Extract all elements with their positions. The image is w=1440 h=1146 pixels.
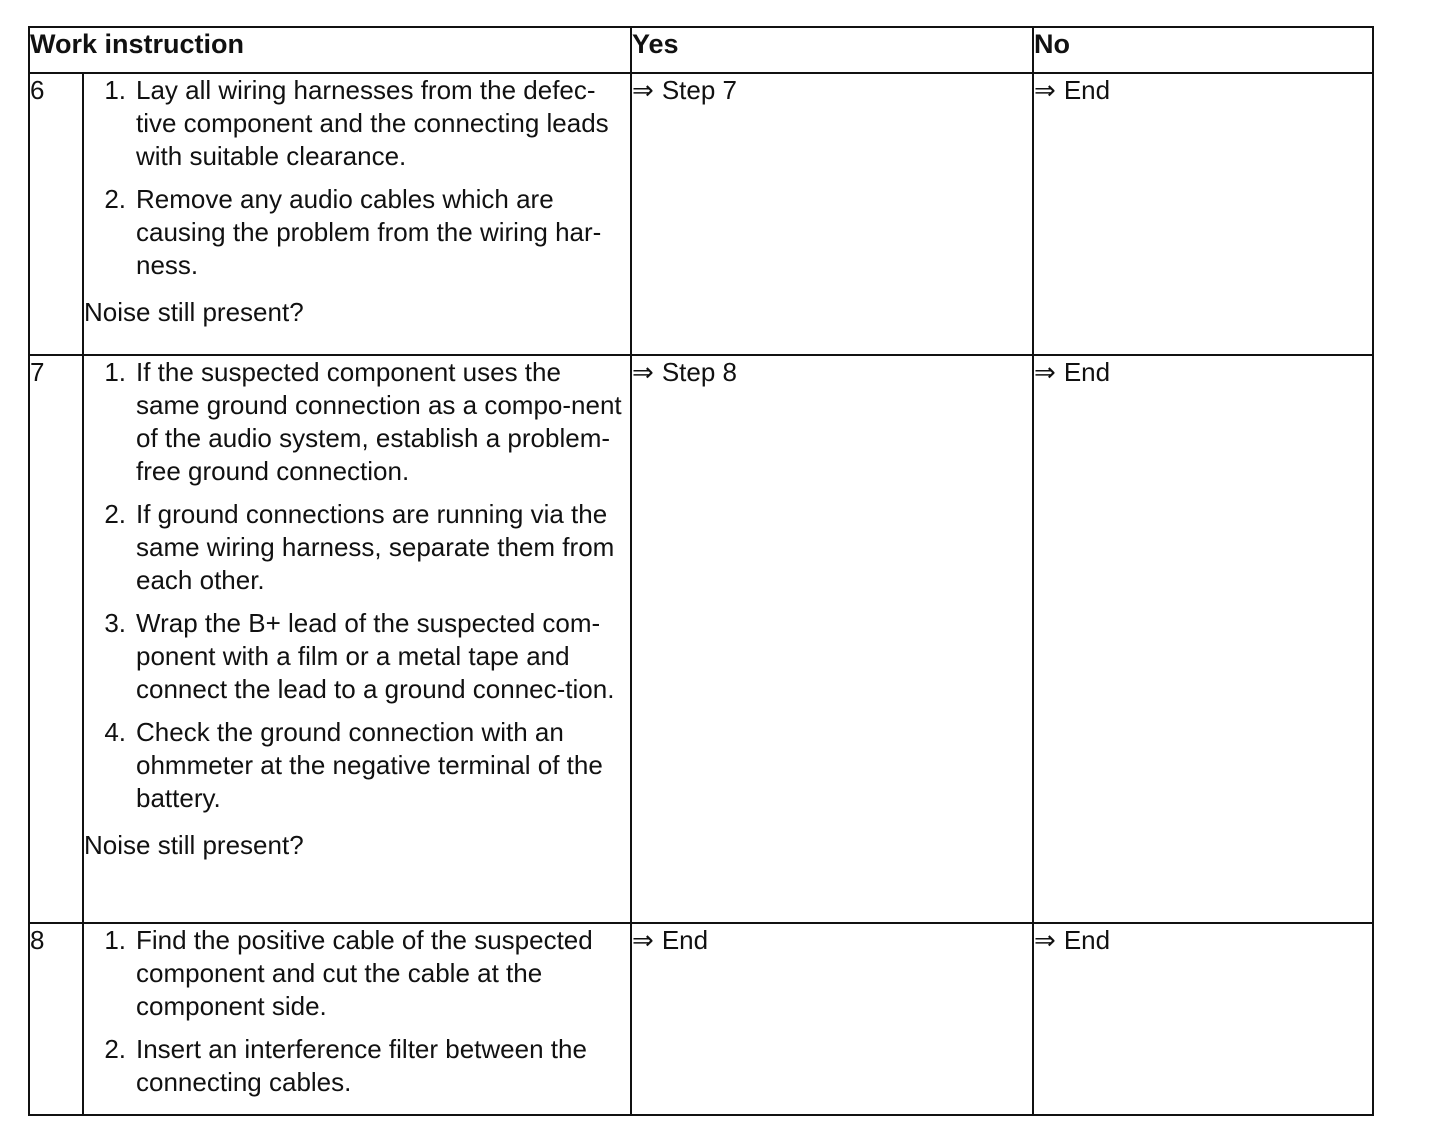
no-cell (1033, 923, 1373, 1115)
list-item (84, 1033, 630, 1099)
item-number: 4. (104, 717, 126, 747)
yes-target: Step 7 (661, 75, 737, 105)
instruction-cell (83, 355, 631, 923)
item-text: If ground connections are running via the same wiring harness, separate them from each other. (136, 499, 615, 595)
instruction-cell (83, 923, 631, 1115)
question-text: Noise still present? (84, 297, 304, 327)
step-number: 7 (29, 355, 83, 923)
no-cell (1033, 355, 1373, 923)
item-text: If the suspected component uses the same ground connection as a compo-nent of the audio system, establish a problem-free ground connection. (136, 357, 622, 486)
item-text: Insert an interference filter between the connecting cables. (136, 1034, 587, 1097)
list-item (84, 924, 630, 1023)
list-item (84, 716, 630, 815)
item-text: Lay all wiring harnesses from the defec-tive component and the connecting leads with suitable clearance. (136, 75, 609, 171)
item-number: 2. (104, 184, 126, 214)
list-item (84, 356, 630, 488)
item-text: Check the ground connection with an ohmmeter at the negative terminal of the battery. (136, 717, 603, 813)
arrow-icon: ⇒ (1034, 75, 1056, 105)
yes-cell (631, 923, 1033, 1115)
item-text: Find the positive cable of the suspected component and cut the cable at the component side. (136, 925, 593, 1021)
instruction-cell (83, 73, 631, 355)
item-number: 2. (104, 499, 126, 529)
list-item (84, 183, 630, 282)
instruction-list (84, 356, 630, 815)
arrow-icon: ⇒ (632, 925, 654, 955)
no-header: No (1033, 27, 1373, 73)
item-number: 1. (104, 925, 126, 955)
yes-target: Step 8 (661, 357, 737, 387)
yes-cell (631, 355, 1033, 923)
arrow-icon: ⇒ (1034, 925, 1056, 955)
table-row-step-6 (29, 73, 1373, 355)
arrow-icon: ⇒ (632, 357, 654, 387)
arrow-icon: ⇒ (632, 75, 654, 105)
item-text: Wrap the B+ lead of the suspected com-ponent with a film or a metal tape and connect the lead to a ground connec-tion. (136, 608, 615, 704)
table-row-step-7 (29, 355, 1373, 923)
yes-cell (631, 73, 1033, 355)
work-instruction-table (28, 26, 1374, 1116)
arrow-icon: ⇒ (1034, 357, 1056, 387)
item-number: 1. (104, 75, 126, 105)
no-target: End (1063, 357, 1111, 387)
yes-header: Yes (631, 27, 1033, 73)
question-text: Noise still present? (84, 830, 304, 860)
instruction-list (84, 74, 630, 282)
instruction-list (84, 924, 630, 1099)
no-target: End (1063, 75, 1111, 105)
list-item (84, 74, 630, 173)
yes-target: End (661, 925, 709, 955)
list-item (84, 607, 630, 706)
item-number: 1. (104, 357, 126, 387)
table-row-step-8 (29, 923, 1373, 1115)
step-number: 6 (29, 73, 83, 355)
item-number: 3. (104, 608, 126, 638)
no-target: End (1063, 925, 1111, 955)
list-item (84, 498, 630, 597)
header-row (29, 27, 1373, 73)
item-text: Remove any audio cables which are causing the problem from the wiring har-ness. (136, 184, 602, 280)
no-cell (1033, 73, 1373, 355)
item-number: 2. (104, 1034, 126, 1064)
step-number: 8 (29, 923, 83, 1115)
work-instruction-header: Work instruction (29, 27, 631, 73)
